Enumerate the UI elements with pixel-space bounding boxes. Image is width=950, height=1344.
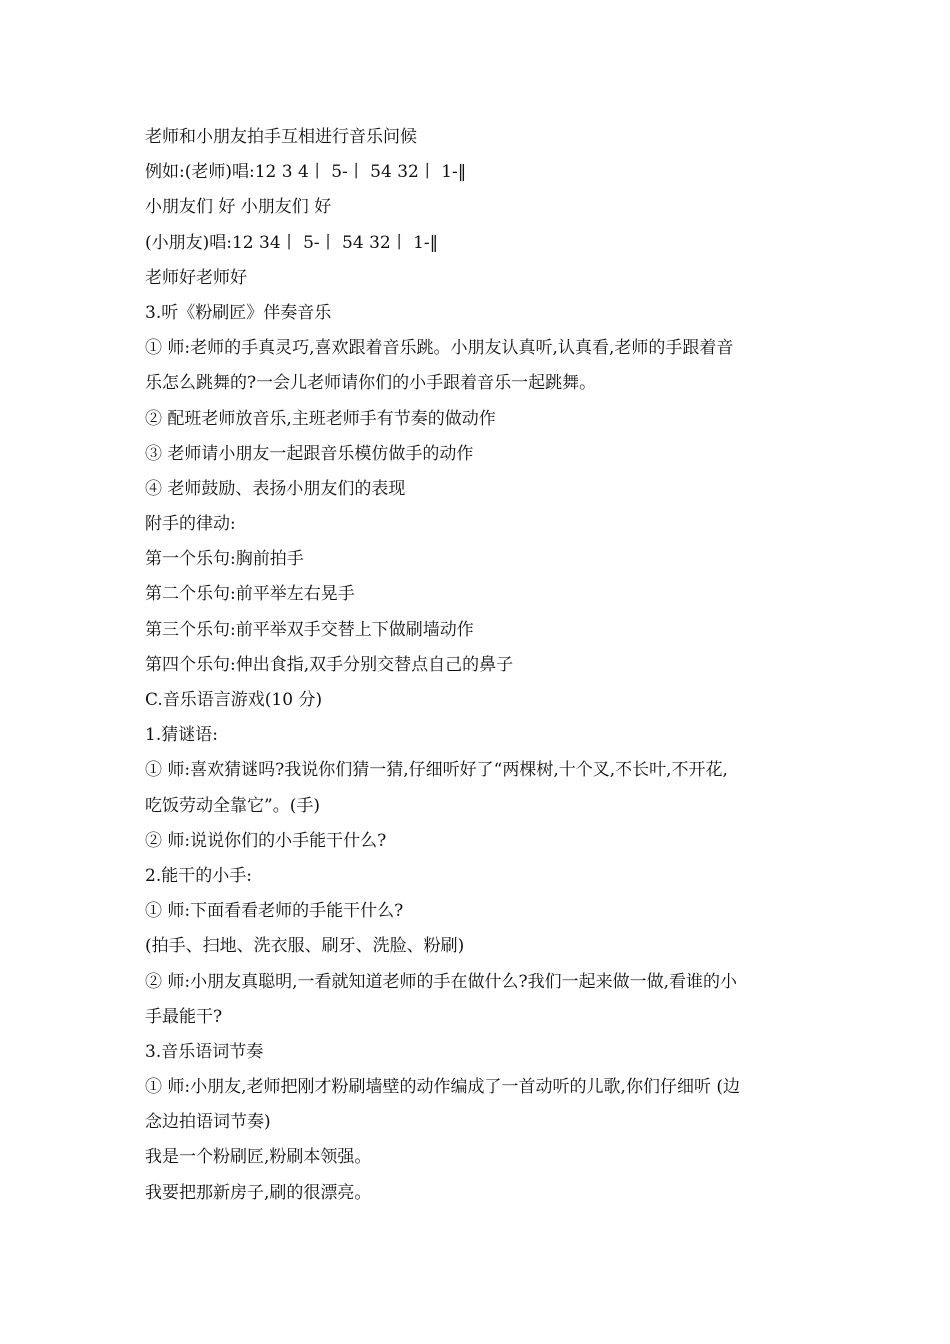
text-line: 手最能干?: [145, 1006, 223, 1027]
text-line: 乐怎么跳舞的?一会儿老师请你们的小手跟着音乐一起跳舞。: [145, 373, 597, 394]
text-line: (拍手、扫地、洗衣服、刷牙、洗脸、粉刷): [145, 936, 465, 957]
section-heading: 1.猜谜语:: [145, 725, 218, 746]
document-body: [145, 120, 815, 1211]
section-heading: C.音乐语言游戏(10 分): [145, 690, 323, 710]
section-heading: 2.能干的小手:: [145, 865, 252, 886]
text-line: 例如:(老师)唱:12 3 4丨 5-丨 54 32丨 1-‖: [145, 162, 467, 183]
section-heading: 3.听《粉刷匠》伴奏音乐: [145, 302, 332, 323]
text-line: 我是一个粉刷匠,粉刷本领强。: [145, 1147, 372, 1168]
text-line: 老师好老师好: [145, 267, 247, 288]
text-line: 第三个乐句:前平举双手交替上下做刷墙动作: [145, 619, 474, 640]
text-line: ① 师:喜欢猜谜吗?我说你们猜一猜,仔细听好了“两棵树,十个叉,不长叶,不开花,: [145, 760, 728, 781]
text-line: 老师和小朋友拍手互相进行音乐问候: [145, 127, 417, 147]
text-line: (小朋友)唱:12 34丨 5-丨 54 32丨 1-‖: [145, 232, 439, 253]
text-line: 第二个乐句:前平举左右晃手: [145, 584, 355, 605]
text-line: ② 配班老师放音乐,主班老师手有节奏的做动作: [145, 408, 496, 429]
section-heading: 3.音乐语词节奏: [145, 1041, 264, 1062]
text-line: ② 师:小朋友真聪明,一看就知道老师的手在做什么?我们一起来做一做,看谁的小: [145, 971, 738, 992]
text-line: ① 师:老师的手真灵巧,喜欢跟着音乐跳。小朋友认真听,认真看,老师的手跟着音: [145, 338, 734, 359]
text-line: 我要把那新房子,刷的很漂亮。: [145, 1182, 372, 1203]
text-line: 第四个乐句:伸出食指,双手分别交替点自己的鼻子: [145, 654, 514, 675]
text-line: 念边拍语词节奏): [145, 1112, 271, 1133]
text-line: 附手的律动:: [145, 514, 236, 535]
text-line: ④ 老师鼓励、表扬小朋友们的表现: [145, 478, 406, 499]
text-line: ③ 老师请小朋友一起跟音乐模仿做手的动作: [145, 443, 474, 464]
text-line: ① 师:小朋友,老师把刚才粉刷墙壁的动作编成了一首动听的儿歌,你们仔细听 (边: [145, 1077, 740, 1098]
text-line: 小朋友们 好 小朋友们 好: [145, 197, 332, 218]
text-line: ② 师:说说你们的小手能干什么?: [145, 830, 387, 851]
text-line: 吃饭劳动全靠它”。(手): [145, 795, 320, 816]
text-line: 第一个乐句:胸前拍手: [145, 549, 304, 570]
text-line: ① 师:下面看看老师的手能干什么?: [145, 901, 404, 922]
